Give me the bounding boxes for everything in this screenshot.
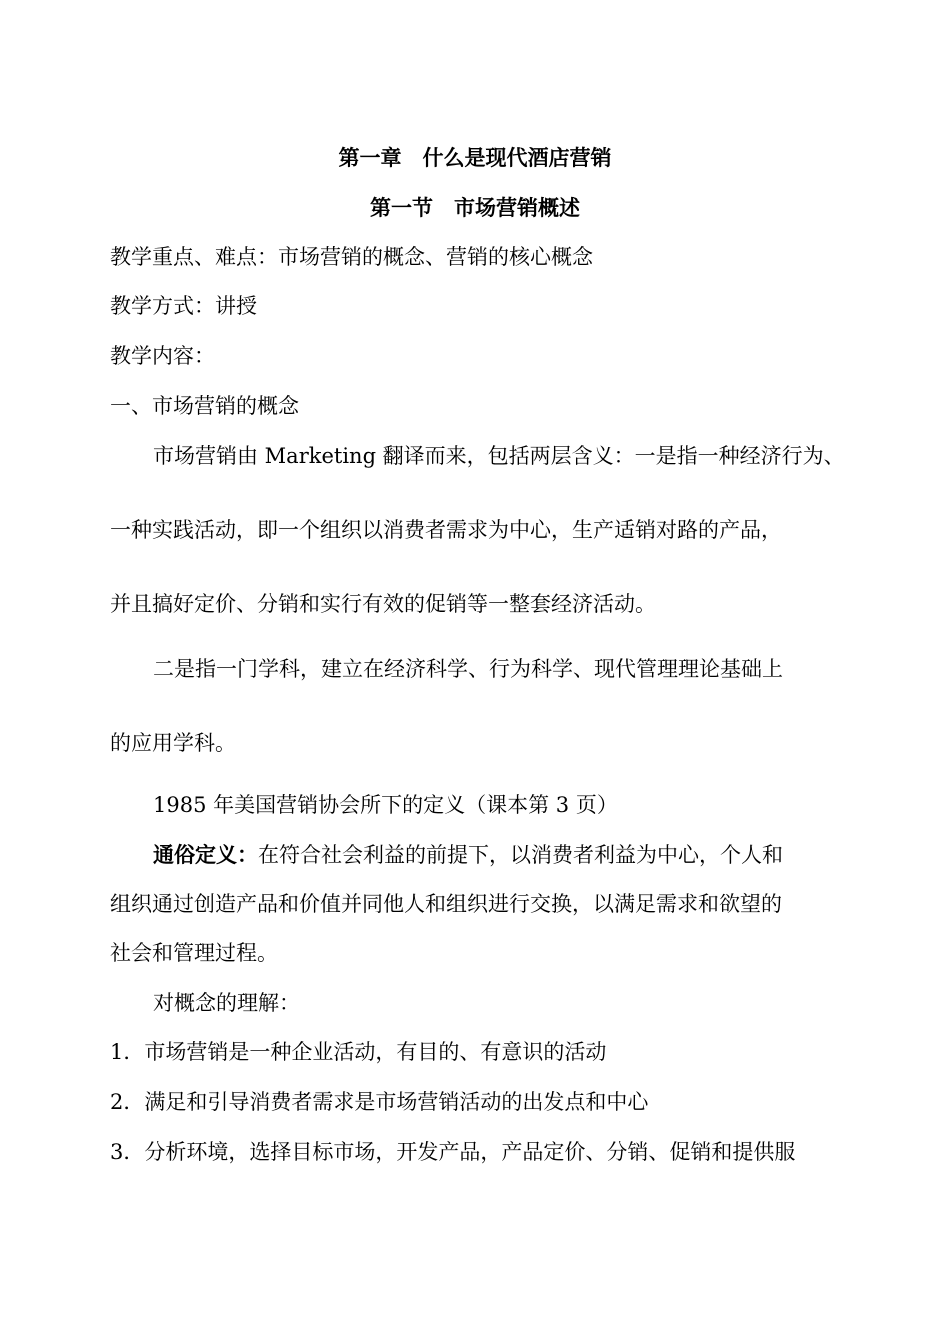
- paragraph-line: 一种实践活动，即一个组织以消费者需求为中心，生产适销对路的产品，: [110, 518, 782, 542]
- ama-definition-line: 1985 年美国营销协会所下的定义（课本第 3 页）: [153, 793, 618, 817]
- list-item: 3．分析环境，选择目标市场，开发产品，产品定价、分销、促销和提供服: [110, 1140, 796, 1164]
- section-title: 第一节 市场营销概述: [370, 195, 580, 220]
- teaching-content-line: 教学内容：: [110, 344, 215, 368]
- popular-definition-text: 在符合社会利益的前提下，以消费者利益为中心，个人和: [258, 843, 783, 867]
- paragraph-line: 组织通过创造产品和价值并同他人和组织进行交换，以满足需求和欲望的: [110, 892, 782, 916]
- list-item: 1．市场营销是一种企业活动，有目的、有意识的活动: [110, 1040, 607, 1064]
- list-item: 2．满足和引导消费者需求是市场营销活动的出发点和中心: [110, 1090, 649, 1114]
- teaching-focus-line: 教学重点、难点：市场营销的概念、营销的核心概念: [110, 245, 593, 269]
- popular-definition-label: 通俗定义：: [153, 842, 258, 867]
- paragraph-line: 二是指一门学科，建立在经济科学、行为科学、现代管理理论基础上: [153, 657, 783, 681]
- heading-marketing-concept: 一、市场营销的概念: [110, 394, 299, 418]
- teaching-method-line: 教学方式：讲授: [110, 294, 257, 318]
- chapter-title: 第一章 什么是现代酒店营销: [338, 145, 612, 170]
- paragraph-line: 社会和管理过程。: [110, 941, 278, 965]
- paragraph-line: 并且搞好定价、分销和实行有效的促销等一整套经济活动。: [110, 592, 656, 616]
- paragraph-line: 市场营销由 Marketing 翻译而来，包括两层含义：一是指一种经济行为、: [153, 444, 845, 468]
- paragraph-line: 的应用学科。: [110, 731, 236, 755]
- understanding-title: 对概念的理解：: [153, 991, 300, 1015]
- popular-definition-line: [153, 840, 853, 870]
